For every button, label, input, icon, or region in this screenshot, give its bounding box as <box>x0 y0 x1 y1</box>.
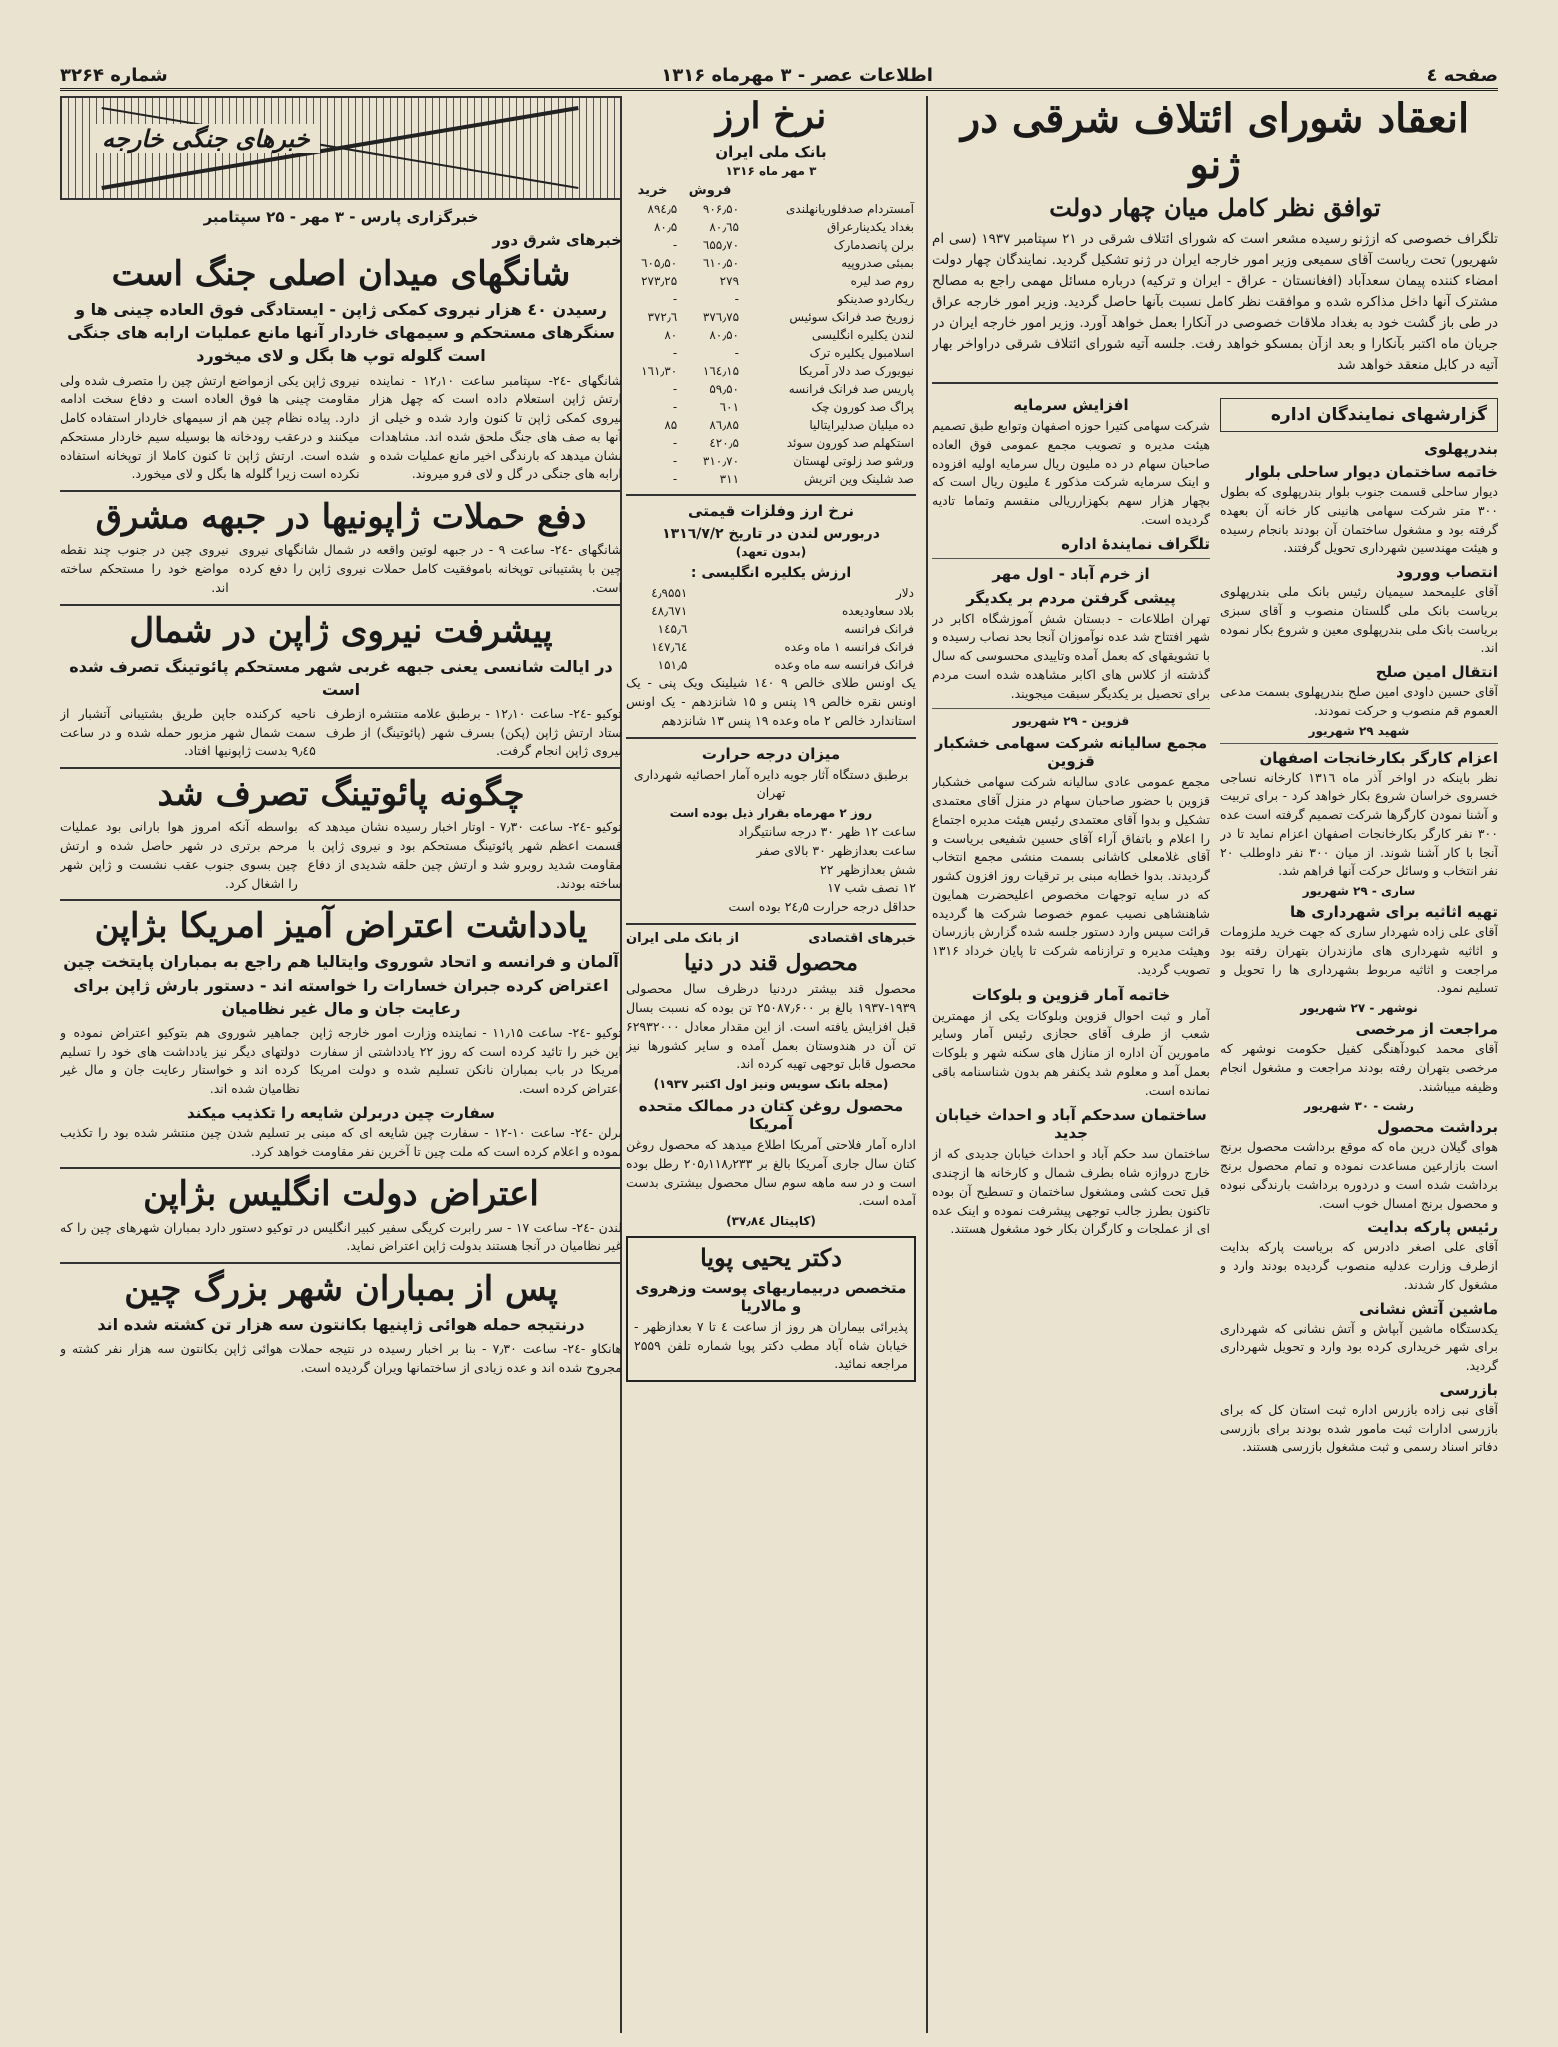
exchange-name: پاریس صد فرانک فرانسه <box>788 382 914 397</box>
us-protest-headline: یادداشت اعتراض آمیز امریکا بژاپن <box>94 906 588 947</box>
exchange-sell: - <box>734 346 740 361</box>
metals-row <box>626 584 916 602</box>
temperature-row: شش بعدازظهر ۲۲ <box>820 861 916 877</box>
divider <box>1220 743 1498 744</box>
local-news-column <box>932 390 1210 1950</box>
article-text: جماهیر شوروی هم بتوکیو اعتراض نموده و دولتهای دیگر نیز یادداشت های خود را تسلیم کرده اند و خواستار رعایت جان و مال غیر نظامیان شده اند. <box>60 1024 300 1097</box>
us-protest-dek: آلمان و فرانسه و اتحاد شوروی وایتالیا هم راجع به بمباران پایتخت چین اعتراض کرده جبران خسارات را خواسته اند - دستور بارش ژاپن برای رعایت جان و مال غیر نظامیان <box>63 952 619 1018</box>
report-title: مراجعت از مرخصی <box>1355 1020 1498 1039</box>
metals-subtitle: دربورس لندن در تاریخ ۱۳۱٦/۷/۲ <box>662 526 880 543</box>
report-title: ماشین آتش نشانی <box>1358 1299 1498 1318</box>
exchange-name: لندن یکلیره انگلیسی <box>811 328 914 343</box>
exchange-sell: ۳۷٦٫۷۵ <box>702 310 740 325</box>
page-number: صفحه ٤ <box>1426 64 1498 86</box>
exchange-row <box>626 272 916 290</box>
report-text: آقای علیمحمد سیمیان رئیس بانک ملی بندرپهلوی بریاست بانک ملی گلستان منصوب و آقای سبزی بریاست بانک ملی بندرپهلوی معین و شروع بکار نموده اند. <box>1220 584 1498 656</box>
sugar-text: محصول قند بیشتر دردنیا درظرف سال محصولی ۱۹۳۹-۱۹۳۷ بالغ بر ۲۵۰۸۷٫۶۰۰ تن بوده که نسبت بسال قبل افزایش یافته است. از این مقدار معادل ۶۲۹۳۲۰۰۰ تن آن در هندوستان بعمل آمده و سایر کشورها نیز محصول قابل توجهی تهیه کرده اند. <box>626 981 916 1072</box>
metals-row <box>626 602 916 620</box>
temperature-row: ساعت بعدازظهر ۳۰ بالای صفر <box>756 842 916 858</box>
exchange-sell: ٤۲۰٫۵ <box>709 436 740 451</box>
exchange-row <box>626 254 916 272</box>
main-headline: انعقاد شورای ائتلاف شرقی در ژنو <box>960 96 1470 188</box>
divider <box>932 708 1210 709</box>
exchange-title: نرخ ارز <box>715 96 827 137</box>
econ-tab: خبرهای اقتصادی <box>808 930 916 946</box>
exchange-buy: ۳۷۲٫٦ <box>647 310 678 325</box>
exchange-sell: ۸٦٫۸۵ <box>709 418 740 433</box>
exchange-name: برلن پانصدمارک <box>833 238 914 253</box>
temperature-date: روز ۲ مهرماه بقرار ذیل بوده است <box>669 806 873 821</box>
buy-header: خرید <box>637 183 668 199</box>
paoting-headline: چگونه پائوتینگ تصرف شد <box>157 774 525 815</box>
temperature-row: ۱۲ نصف شب ۱۷ <box>827 880 916 896</box>
exchange-row <box>626 200 916 218</box>
exchange-date: ۳ مهر ماه ۱۳۱۶ <box>725 164 817 179</box>
report-date: نوشهر - ۲۷ شهریور <box>1300 1001 1418 1016</box>
exchange-name: پراگ صد کورون چک <box>811 400 914 415</box>
exchange-name: ورشو صد زلوتی لهستان <box>793 454 914 469</box>
ad-text: پذیرائی بیماران هر روز از ساعت ٤ تا ۷ بعدازظهر - خیابان شاه آباد مطب دکتر پویا شماره تلفن ۲۵۵۹ مراجعه نمائید. <box>634 1318 908 1372</box>
bank-tab: از بانک ملی ایران <box>626 930 739 946</box>
report-text: آقای علی زاده شهردار ساری که جهت خرید ملزومات و اثاثیه شهرداری های مازندران بتهران رفته بود مراجعت و اثاثیه مربوط بشهرداری ها را تحویل و تسلیم نمود. <box>1220 924 1498 996</box>
exchange-row <box>626 326 916 344</box>
north-headline: پیشرفت نیروی ژاپن در شمال <box>129 610 553 651</box>
report-title: برداشت محصول <box>1377 1118 1498 1137</box>
report-text: آقای نبی زاده بازرس اداره ثبت استان کل که برای بازرسی ادارات ثبت مامور شده بودند برای بازرسی دفاتر اسناد رسمی و ثبت مشغول بازرسی هستند. <box>1220 1401 1498 1455</box>
article-text: توکیو -۲٤- ساعت ۱۲٫۱۰ - برطبق علامه منتشره ازطرف ستاد ارتش ژاپن (پکن) بسرف شهر (پائوتینگ) از طرف نیروی ژاپن انجام گرفت. <box>325 705 622 759</box>
exchange-buy: - <box>672 400 678 415</box>
divider <box>60 899 622 901</box>
oil-title: محصول روغن کتان در ممالک متحده آمریکا <box>638 1097 904 1134</box>
exchange-buy: - <box>672 238 678 253</box>
article-text: ناحیه کرکنده جاپن طریق بشتیبانی آتشبار از سمت شمال شهر مزبور حمله شده و در ساعت ۹٫٤۵ بدست ژاپونیها افتاد. <box>60 705 316 759</box>
issue-number: شماره ۳۲۶۴ <box>60 64 168 86</box>
exchange-row <box>626 290 916 308</box>
news-title: ساختمان سدحکم آباد و احداث خیابان جدید <box>935 1106 1207 1143</box>
news-dateline: از خرم آباد - اول مهر <box>992 564 1150 583</box>
report-title: اعزام کارگر بکارخانجات اصفهان <box>1259 748 1498 767</box>
news-text: تهران اطلاعات - دبستان شش آموزشگاه اکابر در شهر افتتاح شد عده نوآموزان آنجا بحد نصاب رسیده و با تشویقهای که بعمل آمده وتاییدی محسوسی که سال گذشته از کلاس های اکابر مشاهده شده است مردم برای تحصیل بر یکدیگر سبقت میجویند. <box>932 610 1210 701</box>
reports-box-title: گزارشهای نمایندگان اداره <box>1220 398 1498 432</box>
exchange-sell: ۹۰۶٫۵۰ <box>702 202 740 217</box>
sell-header: فروش <box>688 183 732 199</box>
report-text: هوای گیلان درین ماه که موقع برداشت محصول برنج است بازارعین مساعدت نموده و تمام محصول برنج برداشت شده است و دردوره برداشت بارندگی نبوده و محصول برنج امسال خوب است. <box>1220 1139 1498 1211</box>
report-text: یکدستگاه ماشین آبپاش و آتش نشانی که شهرداری برای شهر خریداری کرده بود وارد و تحویل شهرداری گردید. <box>1220 1320 1498 1374</box>
metals-row <box>626 638 916 656</box>
exchange-sell: - <box>734 292 740 307</box>
exchange-buy: - <box>672 454 678 469</box>
repel-headline: دفع حملات ژاپونیها در جبهه مشرق <box>95 497 587 538</box>
report-date: ساری - ۲۹ شهریور <box>1302 884 1416 899</box>
reports-column <box>1220 390 1498 1950</box>
column-east-alliance <box>932 96 1498 2035</box>
exchange-name: صد شلینک وین اتریش <box>803 472 914 487</box>
divider <box>60 1167 622 1169</box>
china-denial-title: سفارت چین دربرلن شایعه را تکذیب میکند <box>187 1103 495 1122</box>
divider <box>60 490 622 492</box>
temperature-row: ساعت ۱۲ ظهر ۳۰ درجه سانتیگراد <box>738 824 916 840</box>
exchange-buy: ۸۵ <box>664 418 678 433</box>
ad-doctor-name: دکتر یحیی پویا <box>700 1243 842 1273</box>
exchange-buy: - <box>672 436 678 451</box>
news-signature: تلگراف نمایندۀ اداره <box>1061 534 1210 553</box>
exchange-name: زوریخ صد فرانک سوئیس <box>789 310 914 325</box>
exchange-name: بغداد یکدینارعراق <box>826 220 914 235</box>
shanghai-dek: رسیدن ٤۰ هزار نیروی کمکی ژاپن - ایستادگی فوق العاده چینی ها و سنگرهای مستحکم و سیمهای خاردار آنها مانع عملیات ارابه های جنگی است گلوله توپ ها بگل و لای میخورد <box>67 300 615 366</box>
sugar-title: محصول قند در دنیا <box>684 949 858 976</box>
article-text: بواسطه آنکه امروز هوا بارانی بود عملیات مرحم برتری در شهر حاصل شده و ارتش چین بسوی جنوب عقب نشست و ژاپن شهر را اشغال کرد. <box>60 819 298 891</box>
exchange-name: بمبئی صدروپیه <box>841 256 914 271</box>
exchange-buy: - <box>672 346 678 361</box>
divider <box>626 737 916 739</box>
article-text: برلن -۲٤- ساعت ۱۰-۱۲ - سفارت چین شایعه ای که مبنی بر تسلیم شدن چین منتشر شده بود را تکذیب نموده و اعلام کرده است که ملت چین تا آخرین نفر مقاومت خواهد کرد. <box>60 1124 622 1159</box>
exchange-name: آمستردام صدفلوریانهلندی <box>786 202 914 217</box>
exchange-name: روم صد لیره <box>850 274 914 289</box>
article-text: شانگهای -۲٤- سپتامبر ساعت ۱۲٫۱۰ - نماینده ارتش ژاپن استعلام داده است که چهل هزار نیروی کمکی ژاپن تا کنون وارد شده و خیلی از آنها به صف های جنگ ملحق شده اند. مشاهدات نشان میدهد که بارندگی اخیر مانع عملیات شده و ارابه های جنگی در گل و لای فرو میروند. <box>369 372 622 482</box>
exchange-sell: ۱٦٤٫۱۵ <box>702 364 740 379</box>
exchange-name: نیویورک صد دلار آمریکا <box>798 364 914 379</box>
exchange-buy: - <box>672 472 678 487</box>
report-title: خاتمه ساختمان دیوار ساحلی بلوار <box>1246 463 1498 482</box>
report-date: شهید ۲۹ شهریور <box>1308 723 1410 738</box>
banner-caption: خبرهای جنگی خارجه <box>92 124 320 153</box>
exchange-sell: ۲۷۹ <box>719 274 740 289</box>
metals-row <box>626 620 916 638</box>
news-title: افزایش سرمایه <box>1013 396 1129 415</box>
exchange-name: استکهلم صد کورون سوئد <box>786 436 914 451</box>
masthead-title: اطلاعات عصر - ۳ مهرماه ۱۳۱۶ <box>661 64 933 86</box>
divider <box>60 1262 622 1264</box>
temperature-title: میزان درجه حرارت <box>701 744 841 763</box>
exchange-buy: ۱٦۱٫۳۰ <box>641 364 678 379</box>
exchange-sell: ٦۱۰٫۵۰ <box>702 256 740 271</box>
exchange-row <box>626 362 916 380</box>
article-text: نیروی ژاپن یکی ازمواضع ارتش چین را متصرف شده ولی مقاومت چینی ها فوق العاده است و دفاع سخت ادامه دارد. پیاده نظام چین هم از سیمهای خاردار استفاده کامل میکنند و درعقب رودخانه ها بوسیله سیم خاردار مستحکم شده است. ارتش ژاپن تا کنون کاملا از توپخانه استفاده نکرده است زیرا گلوله ها بگل و لای میخورد. <box>60 372 360 482</box>
city-heading: بندرپهلوی <box>1424 440 1498 459</box>
divider <box>932 382 1498 384</box>
metals-val: ۱٤۵٫٦ <box>657 622 688 637</box>
exchange-name: اسلامبول یکلیره ترک <box>809 346 914 361</box>
report-text: آقای حسین داودی امین صلح بندرپهلوی بسمت مدعی العموم قم منصوب و حرکت نمودند. <box>1220 684 1498 718</box>
metals-name: فرانک فرانسه ۱ ماه وعده <box>784 640 914 655</box>
exchange-row <box>626 452 916 470</box>
article-text: توکیو -۲٤- ساعت ۱۱٫۱۵ - نماینده وزارت امور خارجه ژاپن این خبر را تائید کرده است که روز ۲۲ یادداشتی از سفارت امریکا در باب بمباران نانکن تسلیم شده و دولت امریکا اعتراض کرده است. <box>309 1024 622 1097</box>
metals-name: دلار <box>896 586 914 601</box>
metals-val: ۱٤۷٫٦٤ <box>651 640 688 655</box>
exchange-buy: - <box>672 382 678 397</box>
metals-name: فرانک فرانسه <box>844 622 914 637</box>
news-text: آمار و ثبت احوال قزوین وبلوکات یکی از مهمترین شعب از طرف آقای حجازی رئیس آمار وسایر مامورین آن اداره از منازل های سکنه شهر و بلوکات بعمل آمد و معلوم شد یکنفر هم بدون شناسنامه باقی نمانده است. <box>932 1007 1210 1098</box>
news-text: ساختمان سد حکم آباد و احداث خیابان جدیدی که از خارج دروازه شاه بطرف شمال و کارخانه ها ازچندی قبل تحت کشی ومشغول ساختمان و تسطیح آن بوده تاکنون بطرز جالب توجهی پیشرفت نموده و اینک عده ای از عملجات و کارگران بکار خود مشغول هستند. <box>932 1146 1210 1237</box>
oil-text: اداره آمار فلاحتی آمریکا اطلاع میدهد که محصول روغن کتان سال جاری آمریکا بالغ بر ۲۰۵٫۱۱۸٫۲۳۳ رطل بوده است و در سه ماهه سوم سال محصول بیشتری بدست آمده است. <box>626 1137 916 1209</box>
exchange-row <box>626 218 916 236</box>
temperature-text: برطبق دستگاه آثار جویه دایره آمار احصائیه شهرداری تهران <box>633 766 909 801</box>
exchange-sell: ٦۰۱ <box>719 400 740 415</box>
divider <box>626 923 916 925</box>
metals-table <box>626 584 916 674</box>
exchange-sell: ۳۱۰٫۷۰ <box>702 454 740 469</box>
divider <box>60 604 622 606</box>
exchange-table <box>626 181 916 488</box>
exchange-row <box>626 470 916 488</box>
doctor-ad <box>626 1236 916 1382</box>
news-title: پیشی گرفتن مردم بر یکدیگر <box>966 588 1176 607</box>
masthead <box>60 62 1498 91</box>
metals-title: نرخ ارز وفلزات قیمتی <box>688 502 854 521</box>
report-date: رشت - ۳۰ شهریور <box>1304 1099 1414 1114</box>
exchange-sell: ۳۱۱ <box>719 472 740 487</box>
news-dateline: قزوین - ۲۹ شهریور <box>1012 714 1130 729</box>
exchange-row <box>626 398 916 416</box>
exchange-row <box>626 416 916 434</box>
article-text: نیروی چین در جنوب چند نقطه مواضع خود را مستحکم ساخته اند. <box>60 542 229 595</box>
report-text: آقای علی اصغر دادرس که بریاست پارکه بدایت ازطرف وزارت عدلیه منصوب گردیده بودند وارد و مشغول کار شدند. <box>1220 1239 1498 1292</box>
metals-val: ۱۵۱٫۵ <box>657 658 688 673</box>
oil-note: (کاپیتال ۳۷٫۸٤) <box>726 1214 816 1229</box>
article-text: هانکاو -۲٤- ساعت ۷٫۳۰ - بنا بر اخبار رسیده در نتیجه حملات هوائی ژاپن بکانتون سه هزار نفر کشته و مجروح شده اند و عده زیادی از ساختمانها ویران گردیده است. <box>60 1341 622 1376</box>
news-agency-dateline: خبرگزاری پارس - ۳ مهر - ۲۵ سپتامبر <box>203 208 479 226</box>
exchange-sell: ۸۰٫٦۵ <box>709 220 740 235</box>
report-title: رئیس پارکه بدایت <box>1367 1218 1498 1237</box>
column-rule <box>926 96 928 2033</box>
report-title: تهیه اثاثیه برای شهرداری ها <box>1290 903 1498 922</box>
bank-name: بانک ملی ایران <box>715 143 827 162</box>
report-text: آقای محمد کبودآهنگی کفیل حکومت نوشهر که مرخصی بتهران رفته بودند مراجعت و مشغول انجام وظیفه میباشند. <box>1220 1041 1498 1094</box>
exchange-buy: - <box>672 292 678 307</box>
exchange-row <box>626 344 916 362</box>
exchange-name: ریکاردو صدینکو <box>837 292 914 307</box>
temperature-row: حداقل درجه حرارت ۲٤٫۵ بوده است <box>728 899 916 915</box>
war-news-banner <box>60 96 622 200</box>
exchange-row <box>626 380 916 398</box>
metals-val: ٤٫۹۵۵۱ <box>651 586 688 601</box>
news-text: شرکت سهامی کتیرا حوزه اصفهان وتوابع طبق تصمیم هیئت مدیره و تصویب مجمع عمومی فوق العاده صاحبان سهام در ده ملیون ریال سرمایه اولیه افزوده و اینک سرمایه شرکت مذکور ٤ ملیون ریال است که بچهار هزار سهم بکهزارریالی منقسم وتماما تادیه گردیده است. <box>932 418 1210 527</box>
ad-specialty: متخصص دربیماریهای پوست وزهروی و مالاریا <box>635 1278 907 1315</box>
report-text: دیوار ساحلی قسمت جنوب بلوار بندرپهلوی که بطول ۳۰۰ متر شرکت سهامی هانینی کار خانه آن بعهده گرفته بود و مشغول ساختمان آن بودند بانجام رسیده و هیئت مهندسین شهرداری تحویل گرفتند. <box>1220 484 1498 556</box>
exchange-sell: ٦۵۵٫۷۰ <box>702 238 740 253</box>
canton-dek: درنتیجه حمله هوائی ژاپنیها بکانتون سه هزار تن کشته شده اند <box>97 1315 585 1335</box>
exchange-sell: ۸۰٫۵۰ <box>709 328 740 343</box>
exchange-name: ده میلیان صدلیرایتالیا <box>809 418 914 433</box>
north-dek: در ایالت شانسی یعنی جبهه غربی شهر مستحکم پائوتینگ تصرف شده است <box>69 656 613 699</box>
exchange-buy: ۸۰٫۵ <box>653 220 678 235</box>
news-title: مجمع سالیانه شرکت سهامی خشکبار قزوین <box>934 734 1208 771</box>
article-text: لندن -۲٤- ساعت ۱۷ - سر رابرت کریگی سفیر کبیر انگلیس در توکیو دستور دارد بمباران شهرهای چین را که غیر نظامیان در آنجا هستند بدولت ژاپن اعتراض نماید. <box>60 1219 622 1254</box>
metals-val: ٤۸٫٦۷۱ <box>651 604 688 619</box>
exchange-buy: ۲۷۳٫۲۵ <box>641 274 678 289</box>
far-east-label: خبرهای شرق دور <box>492 231 622 249</box>
news-text: مجمع عمومی عادی سالیانه شرکت سهامی خشکبار قزوین با حضور صاحبان سهام در منزل آقای معتمدی تشکیل و بدوا آقای معتمدی رئیس هیئت مدیره اجتماع را اعلام و باتفاق آراء آقای حسین شفیعی بریاست و آقای غلامعلی کاشانی بسمت منشی مجمع انتخاب گردیدند. بدوا خطابه مبنی بر ترقیات روز افزون کشور که در سایه توجهات مخصوص اعلیحضرت همایون شاهنشاهی نصیب عموم خصوصا شرکت ها گردیده قرائت سپس وارد دستور جلسه شده گزارش بازرسان وهیئت مدیره و ترازنامه شرکت تا پایان خرداد ۱۳۱۶ تصویب گردید. <box>932 774 1210 977</box>
pound-title: ارزش یکلیره انگلیسی : <box>690 565 852 582</box>
divider <box>60 767 622 769</box>
divider <box>932 558 1210 559</box>
gold-text: یک اونس طلای خالص ۹ ۱٤۰ شیلینک ویک پنی - یک اونس نقره خالص ۱۹ پنس و ۱۵ شانزدهم - یک اونس استاندارد خالص ۲ ماه وعده ۱۹ پنس ۱۳ شانزدهم <box>626 675 916 728</box>
article-text: توکیو -۲٤- ساعت ۷٫۳۰ - اوتار اخبار رسیده نشان میدهد که قسمت اعظم شهر پائوتینگ مستحکم بود و نیروی ژاپن با مقاومت شدید روبرو شد و ارتش چین حلقه شدیدی از دفاع ساخته بودند. <box>307 819 622 891</box>
exchange-row <box>626 236 916 254</box>
divider <box>626 494 916 496</box>
main-subheadline: توافق نظر کامل میان چهار دولت <box>1049 193 1381 222</box>
report-text: نظر باینکه در اواخر آذر ماه ۱۳۱٦ کارخانه نساجی خسروی خراسان شروع بکار خواهد کرد - برای تربیت و آشنا نمودن کارگرها شرکت تصمیم گرفته است عده ۳۰۰ نفر کارگر بکارخانجات اصفهان اعزام نماید تا در آنجا با کار آشنا شوند. از میان ۳۰۰ نفر داوطلب ۲۰ نفر انتخاب و وسائل حرکت آنها فراهم شد. <box>1220 769 1498 879</box>
exchange-buy: ۸۰ <box>664 328 678 343</box>
metals-row <box>626 656 916 674</box>
uk-protest-headline: اعتراض دولت انگلیس بژاپن <box>143 1174 539 1215</box>
exchange-row <box>626 434 916 452</box>
metals-note: (بدون تعهد) <box>735 545 807 560</box>
report-title: بازرسی <box>1439 1380 1498 1399</box>
report-title: انتصاب وورود <box>1396 563 1498 582</box>
report-title: انتقال امین صلح <box>1375 663 1498 682</box>
exchange-row <box>626 308 916 326</box>
main-lead-text: تلگراف خصوصی که ازژنو رسیده مشعر است که شورای ائتلاف شرقی در ۲۱ سپتامبر ۱۹۳۷ (سی ام شهریور) تحت ریاست آقای سمیعی وزیر امور خارجه ایران در ژنو تشکیل گردید. نمایندگان چهار دولت امضاء کننده پیمان سعدآباد (افغانستان - عراق - ایران و ترکیه) درباره مسائل مهمی راجع به مصالح مشترک آنها داخل مذاکره شده و موافقت نظر کامل نسبت بآنها حاصل گردید. وزیر امور خارجه عراق در طی باز گشت خود به بغداد ملاقات خصوصی در آنکارا بعمل خواهد آورد. وزیر امور خارجه ایران در جریان ماه اکتبر بآنکارا و بعد ازآن بمسکو خواهد رفت. جلسه آتیه شورای ائتلاف شرقی دراواخر بهار آتیه در کابل منعقد خواهد شد <box>932 230 1498 374</box>
column-exchange-rates <box>626 96 916 2035</box>
exchange-buy: ٦۰۵٫۵۰ <box>641 256 678 271</box>
news-title: خاتمه آمار قزوین و بلوکات <box>971 985 1171 1004</box>
canton-headline: پس از بمباران شهر بزرگ چین <box>124 1269 558 1310</box>
article-text: شانگهای -۲٤- ساعت ۹ - در جبهه لوتین واقعه در شمال شانگهای نیروی چین با پشتیبانی توپخانه باموفقیت کامل حملات نیروی ژاپن را دفع کرده است. <box>238 542 622 595</box>
exchange-sell: ۵۹٫۵۰ <box>709 382 740 397</box>
column-war-news <box>60 96 622 2035</box>
exchange-buy: ۸۹٤٫۵ <box>647 202 678 217</box>
metals-name: فرانک فرانسه سه ماه وعده <box>774 658 914 673</box>
metals-name: بلاد سعاودیعده <box>841 604 914 619</box>
sugar-note: (مجله بانک سویس ونیز اول اکتبر ۱۹۳۷) <box>653 1077 889 1092</box>
shanghai-headline: شانگهای میدان اصلی جنگ است <box>111 254 571 294</box>
